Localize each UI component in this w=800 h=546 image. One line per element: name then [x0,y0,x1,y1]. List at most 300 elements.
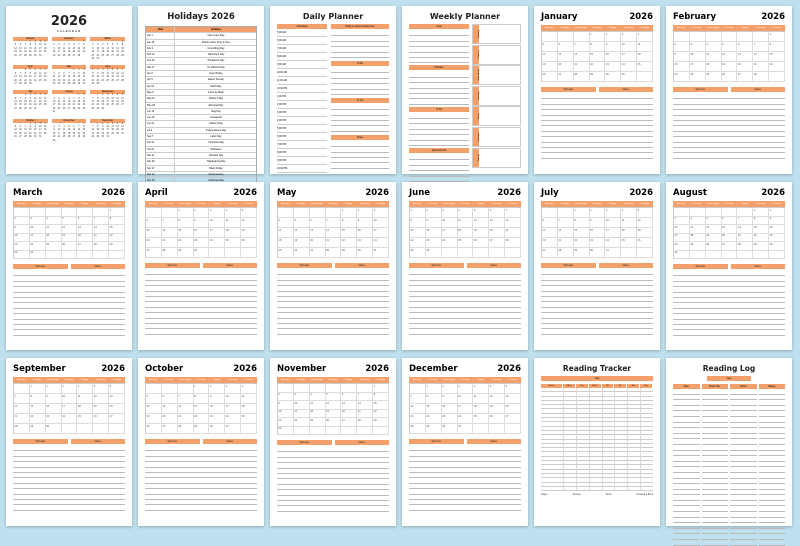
day-cell[interactable]: 24 [30,242,46,251]
day-cell[interactable]: 23 [605,62,621,72]
log-cell[interactable] [759,540,786,546]
day-cell[interactable]: 13 [146,228,162,238]
day-cell[interactable]: 14 [178,404,194,414]
day-cell[interactable]: 26 [146,424,162,434]
day-cell[interactable]: 19 [326,410,342,419]
day-cell[interactable]: 12 [722,52,738,62]
day-cell[interactable]: 13 [722,225,738,234]
day-cell[interactable]: 4 [706,42,722,52]
day-cell[interactable] [241,424,257,434]
day-cell[interactable] [278,384,294,393]
day-cell[interactable]: 4 [637,32,653,42]
day-cell[interactable]: 28 [737,242,753,251]
day-cell[interactable]: 4 [225,208,241,218]
day-cell[interactable]: 21 [505,228,521,238]
day-cell[interactable]: 9 [209,394,225,404]
day-cell[interactable]: 21 [93,234,109,243]
day-cell[interactable]: 27 [542,248,558,258]
day-cell[interactable]: 14 [326,228,342,238]
day-cell[interactable]: 26 [489,414,505,424]
day-cell[interactable]: 24 [458,414,474,424]
day-cell[interactable]: 20 [162,414,178,424]
day-cell[interactable]: 9 [590,218,606,228]
day-cell[interactable]: 31 [30,251,46,260]
day-cell[interactable]: 11 [637,42,653,52]
day-cell[interactable] [574,32,590,42]
day-cell[interactable]: 21 [357,410,373,419]
day-cell[interactable]: 21 [574,62,590,72]
day-cell[interactable] [737,208,753,217]
day-cell[interactable]: 31 [458,424,474,434]
day-cell[interactable]: 12 [542,52,558,62]
day-cell[interactable] [674,32,690,42]
day-cell[interactable]: 3 [674,217,690,226]
day-cell[interactable] [310,427,326,436]
day-cell[interactable]: 29 [341,248,357,258]
day-cell[interactable]: 31 [225,424,241,434]
day-cell[interactable]: 16 [357,228,373,238]
day-cell[interactable]: 7 [558,218,574,228]
day-cell[interactable]: 20 [77,234,93,243]
day-cell[interactable]: 17 [373,228,389,238]
day-cell[interactable] [722,208,738,217]
day-cell[interactable]: 14 [558,228,574,238]
day-cell[interactable]: 30 [426,248,442,258]
day-cell[interactable]: 9 [426,218,442,228]
day-cell[interactable]: 24 [225,414,241,424]
day-cell[interactable]: 11 [690,225,706,234]
day-cell[interactable]: 17 [458,404,474,414]
day-cell[interactable]: 10 [605,218,621,228]
day-cell[interactable]: 8 [769,42,785,52]
day-cell[interactable] [753,32,769,42]
day-cell[interactable]: 30 [278,427,294,436]
day-cell[interactable] [341,384,357,393]
day-cell[interactable]: 18 [473,404,489,414]
day-cell[interactable] [62,424,78,434]
day-cell[interactable]: 18 [690,234,706,243]
day-cell[interactable]: 21 [410,414,426,424]
day-cell[interactable]: 10 [294,401,310,410]
day-cell[interactable]: 15 [373,401,389,410]
day-cell[interactable]: 22 [410,238,426,248]
day-cell[interactable]: 17 [294,410,310,419]
day-cell[interactable]: 14 [505,218,521,228]
day-cell[interactable]: 28 [326,248,342,258]
day-cell[interactable] [558,32,574,42]
day-cell[interactable]: 6 [558,42,574,52]
day-cell[interactable]: 23 [442,414,458,424]
day-cell[interactable]: 7 [410,394,426,404]
day-cell[interactable]: 12 [706,225,722,234]
day-cell[interactable]: 6 [109,384,125,394]
day-cell[interactable]: 6 [310,218,326,228]
day-cell[interactable] [146,208,162,218]
day-cell[interactable]: 22 [574,238,590,248]
day-cell[interactable]: 8 [341,218,357,228]
day-cell[interactable]: 26 [473,238,489,248]
tracker-cell[interactable] [602,487,615,491]
day-cell[interactable] [341,427,357,436]
day-cell[interactable]: 16 [14,234,30,243]
day-cell[interactable]: 25 [278,248,294,258]
day-cell[interactable]: 23 [194,238,210,248]
day-cell[interactable]: 31 [621,72,637,82]
day-cell[interactable]: 3 [442,208,458,218]
day-cell[interactable]: 4 [473,384,489,394]
day-cell[interactable]: 13 [77,225,93,234]
day-cell[interactable]: 3 [30,217,46,226]
day-cell[interactable]: 2 [605,32,621,42]
day-cell[interactable]: 13 [505,394,521,404]
day-cell[interactable] [373,427,389,436]
day-cell[interactable]: 15 [30,404,46,414]
day-cell[interactable] [209,248,225,258]
day-cell[interactable] [722,32,738,42]
day-cell[interactable]: 14 [14,404,30,414]
day-cell[interactable]: 21 [162,238,178,248]
day-cell[interactable]: 20 [310,238,326,248]
day-cell[interactable]: 13 [542,228,558,238]
day-cell[interactable]: 6 [722,217,738,226]
day-cell[interactable]: 25 [241,414,257,424]
day-cell[interactable]: 27 [341,418,357,427]
day-cell[interactable]: 31 [373,248,389,258]
day-cell[interactable]: 24 [442,238,458,248]
day-cell[interactable]: 17 [674,234,690,243]
day-cell[interactable]: 18 [706,62,722,72]
day-cell[interactable]: 7 [14,394,30,404]
day-cell[interactable]: 22 [590,62,606,72]
day-cell[interactable]: 17 [442,228,458,238]
day-cell[interactable] [489,424,505,434]
day-cell[interactable]: 18 [225,228,241,238]
day-cell[interactable]: 5 [241,208,257,218]
day-cell[interactable] [93,251,109,260]
day-cell[interactable]: 24 [294,418,310,427]
day-cell[interactable]: 1 [769,32,785,42]
day-cell[interactable]: 15 [178,228,194,238]
day-cell[interactable]: 20 [737,62,753,72]
day-cell[interactable]: 22 [753,234,769,243]
day-cell[interactable]: 1 [410,208,426,218]
day-cell[interactable]: 27 [558,72,574,82]
day-cell[interactable] [737,32,753,42]
day-cell[interactable]: 20 [505,404,521,414]
day-cell[interactable]: 20 [489,228,505,238]
day-cell[interactable]: 16 [46,404,62,414]
day-cell[interactable] [278,208,294,218]
day-cell[interactable]: 23 [357,238,373,248]
day-cell[interactable] [489,248,505,258]
day-cell[interactable]: 30 [209,424,225,434]
day-cell[interactable]: 26 [706,242,722,251]
day-cell[interactable]: 13 [737,52,753,62]
day-cell[interactable]: 26 [93,414,109,424]
day-cell[interactable]: 22 [426,414,442,424]
day-cell[interactable]: 7 [753,42,769,52]
day-cell[interactable]: 5 [473,208,489,218]
day-cell[interactable]: 5 [542,42,558,52]
day-cell[interactable]: 17 [621,52,637,62]
day-cell[interactable]: 29 [30,424,46,434]
day-cell[interactable]: 9 [605,42,621,52]
day-cell[interactable]: 1 [30,384,46,394]
day-cell[interactable]: 5 [489,384,505,394]
day-cell[interactable]: 10 [62,394,78,404]
day-cell[interactable] [621,248,637,258]
day-cell[interactable]: 15 [753,225,769,234]
day-cell[interactable]: 7 [737,217,753,226]
day-cell[interactable]: 16 [605,52,621,62]
day-cell[interactable]: 7 [326,218,342,228]
day-cell[interactable]: 20 [341,410,357,419]
day-cell[interactable]: 23 [46,414,62,424]
day-cell[interactable] [146,384,162,394]
day-cell[interactable]: 23 [278,418,294,427]
day-cell[interactable] [77,424,93,434]
day-cell[interactable]: 2 [14,217,30,226]
day-cell[interactable]: 19 [706,234,722,243]
day-cell[interactable]: 12 [489,394,505,404]
day-cell[interactable] [637,248,653,258]
day-cell[interactable]: 31 [605,248,621,258]
day-cell[interactable] [357,427,373,436]
day-cell[interactable]: 18 [46,234,62,243]
day-cell[interactable] [294,384,310,393]
day-cell[interactable]: 19 [146,414,162,424]
day-cell[interactable]: 5 [294,218,310,228]
day-cell[interactable]: 10 [458,394,474,404]
day-cell[interactable]: 23 [426,238,442,248]
day-cell[interactable]: 28 [558,248,574,258]
day-cell[interactable]: 27 [737,72,753,82]
day-cell[interactable]: 26 [637,238,653,248]
day-cell[interactable]: 17 [605,228,621,238]
day-cell[interactable]: 24 [690,72,706,82]
day-cell[interactable]: 5 [706,217,722,226]
day-cell[interactable] [542,208,558,218]
day-cell[interactable]: 19 [489,404,505,414]
day-cell[interactable]: 29 [590,72,606,82]
day-cell[interactable]: 28 [14,424,30,434]
day-cell[interactable]: 8 [426,394,442,404]
day-cell[interactable]: 6 [489,208,505,218]
day-cell[interactable]: 2 [209,384,225,394]
day-cell[interactable]: 29 [109,242,125,251]
day-cell[interactable] [410,384,426,394]
day-cell[interactable] [162,208,178,218]
day-cell[interactable]: 26 [294,248,310,258]
day-cell[interactable]: 18 [621,228,637,238]
day-cell[interactable] [690,208,706,217]
day-cell[interactable]: 25 [310,418,326,427]
day-cell[interactable]: 9 [278,401,294,410]
day-cell[interactable]: 27 [505,414,521,424]
day-cell[interactable] [310,208,326,218]
day-cell[interactable]: 15 [341,228,357,238]
day-cell[interactable]: 28 [753,72,769,82]
day-cell[interactable]: 12 [326,401,342,410]
day-cell[interactable]: 2 [442,384,458,394]
day-cell[interactable]: 11 [473,394,489,404]
day-cell[interactable]: 21 [14,414,30,424]
day-cell[interactable]: 18 [241,404,257,414]
day-cell[interactable]: 30 [194,248,210,258]
day-cell[interactable]: 25 [225,238,241,248]
day-cell[interactable]: 5 [637,208,653,218]
day-cell[interactable]: 13 [310,228,326,238]
day-cell[interactable]: 16 [442,404,458,414]
tracker-cell[interactable] [576,487,589,491]
day-cell[interactable]: 10 [30,225,46,234]
day-cell[interactable]: 10 [442,218,458,228]
log-cell[interactable] [673,540,700,546]
tracker-cell[interactable] [640,487,653,491]
day-cell[interactable]: 4 [621,208,637,218]
day-cell[interactable]: 25 [46,242,62,251]
day-cell[interactable]: 21 [558,238,574,248]
day-cell[interactable] [14,208,30,217]
day-cell[interactable]: 18 [637,52,653,62]
day-cell[interactable]: 8 [753,217,769,226]
day-cell[interactable]: 1 [426,384,442,394]
day-cell[interactable]: 12 [93,394,109,404]
day-cell[interactable]: 25 [473,414,489,424]
day-cell[interactable]: 24 [373,238,389,248]
day-cell[interactable]: 13 [489,218,505,228]
day-cell[interactable]: 1 [341,208,357,218]
day-cell[interactable]: 5 [93,384,109,394]
day-cell[interactable]: 25 [706,72,722,82]
day-cell[interactable]: 20 [558,62,574,72]
day-cell[interactable] [294,427,310,436]
day-cell[interactable]: 19 [294,238,310,248]
day-cell[interactable] [109,251,125,260]
day-cell[interactable]: 26 [241,238,257,248]
day-cell[interactable]: 24 [209,238,225,248]
day-cell[interactable] [93,424,109,434]
day-cell[interactable]: 11 [458,218,474,228]
day-cell[interactable]: 28 [178,424,194,434]
day-cell[interactable]: 30 [46,424,62,434]
day-cell[interactable]: 5 [146,394,162,404]
day-cell[interactable]: 5 [62,217,78,226]
day-cell[interactable]: 9 [769,217,785,226]
day-cell[interactable]: 22 [341,238,357,248]
day-cell[interactable] [769,72,785,82]
day-cell[interactable]: 28 [162,248,178,258]
day-cell[interactable]: 6 [542,218,558,228]
day-cell[interactable] [46,208,62,217]
day-cell[interactable]: 16 [426,228,442,238]
day-cell[interactable]: 18 [310,410,326,419]
tracker-cell[interactable] [563,487,576,491]
day-cell[interactable]: 2 [46,384,62,394]
day-cell[interactable]: 18 [77,404,93,414]
day-cell[interactable]: 11 [278,228,294,238]
day-cell[interactable] [706,251,722,260]
day-cell[interactable]: 7 [93,217,109,226]
day-cell[interactable]: 26 [62,242,78,251]
day-cell[interactable]: 17 [209,228,225,238]
day-cell[interactable]: 8 [410,218,426,228]
day-cell[interactable]: 8 [178,218,194,228]
day-cell[interactable]: 10 [674,225,690,234]
day-cell[interactable]: 15 [769,52,785,62]
day-cell[interactable]: 3 [62,384,78,394]
day-cell[interactable]: 31 [674,251,690,260]
day-cell[interactable]: 3 [621,32,637,42]
day-cell[interactable]: 26 [722,72,738,82]
day-cell[interactable]: 23 [674,72,690,82]
day-cell[interactable] [722,251,738,260]
day-cell[interactable]: 28 [505,238,521,248]
day-cell[interactable]: 2 [674,42,690,52]
day-cell[interactable]: 10 [225,394,241,404]
day-cell[interactable]: 22 [109,234,125,243]
day-cell[interactable]: 3 [209,208,225,218]
day-cell[interactable]: 3 [605,208,621,218]
log-cell[interactable] [702,540,729,546]
day-cell[interactable]: 16 [674,62,690,72]
day-cell[interactable] [473,424,489,434]
day-cell[interactable]: 27 [162,424,178,434]
day-cell[interactable]: 13 [341,401,357,410]
day-cell[interactable]: 29 [178,248,194,258]
day-cell[interactable]: 13 [162,404,178,414]
day-cell[interactable]: 17 [225,404,241,414]
day-cell[interactable]: 7 [178,394,194,404]
day-cell[interactable]: 7 [505,208,521,218]
day-cell[interactable]: 22 [178,238,194,248]
day-cell[interactable] [542,32,558,42]
day-cell[interactable]: 1 [590,32,606,42]
day-cell[interactable]: 5 [722,42,738,52]
day-cell[interactable] [62,208,78,217]
day-cell[interactable]: 12 [637,218,653,228]
day-cell[interactable]: 3 [458,384,474,394]
day-cell[interactable] [505,248,521,258]
day-cell[interactable]: 27 [722,242,738,251]
day-cell[interactable]: 23 [769,234,785,243]
day-cell[interactable]: 14 [162,228,178,238]
day-cell[interactable]: 4 [310,393,326,402]
day-cell[interactable] [241,248,257,258]
day-cell[interactable]: 3 [294,393,310,402]
day-cell[interactable] [225,248,241,258]
day-cell[interactable]: 14 [753,52,769,62]
day-cell[interactable]: 19 [93,404,109,414]
day-cell[interactable]: 11 [241,394,257,404]
day-cell[interactable]: 5 [326,393,342,402]
day-cell[interactable]: 29 [574,248,590,258]
day-cell[interactable]: 9 [194,218,210,228]
day-cell[interactable]: 26 [542,72,558,82]
day-cell[interactable]: 14 [357,401,373,410]
day-cell[interactable]: 9 [46,394,62,404]
day-cell[interactable]: 12 [62,225,78,234]
day-cell[interactable]: 7 [574,42,590,52]
day-cell[interactable] [706,32,722,42]
day-cell[interactable] [558,208,574,218]
day-cell[interactable]: 2 [194,208,210,218]
day-cell[interactable]: 16 [769,225,785,234]
day-cell[interactable]: 28 [574,72,590,82]
day-cell[interactable]: 24 [621,62,637,72]
day-cell[interactable] [674,208,690,217]
day-cell[interactable]: 1 [753,208,769,217]
